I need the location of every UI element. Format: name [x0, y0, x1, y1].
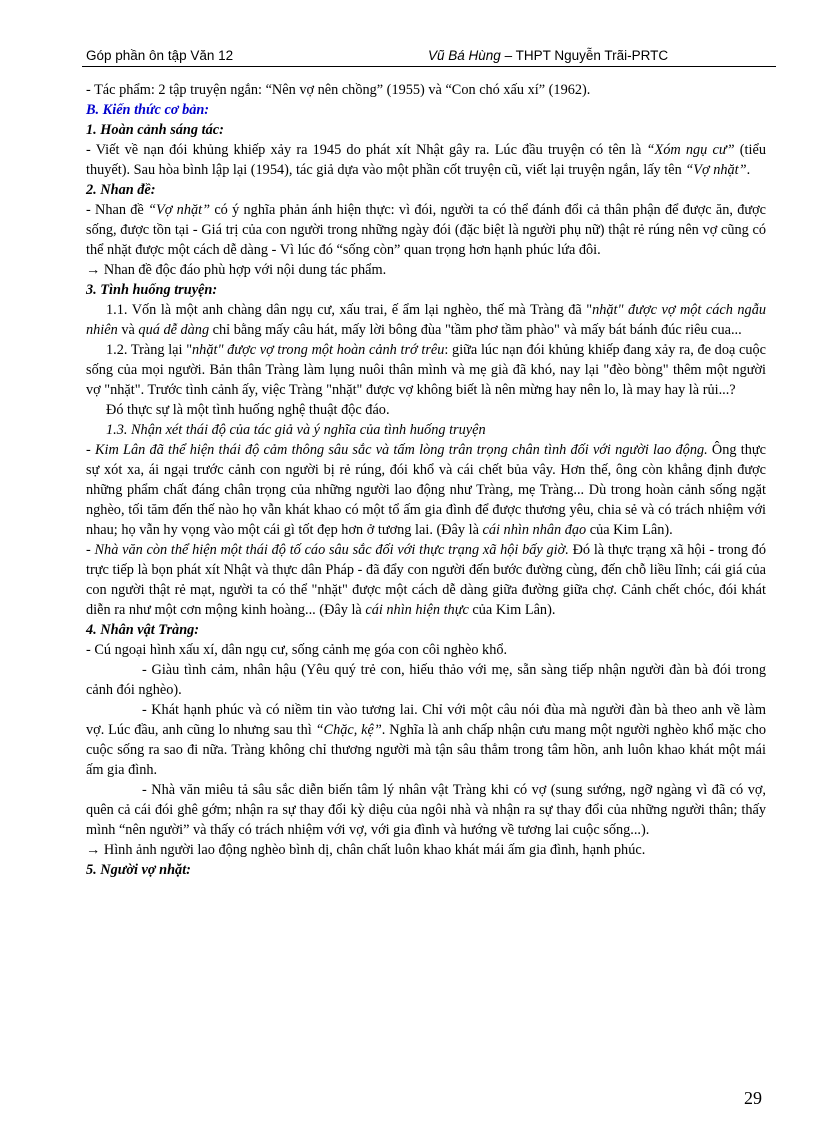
paragraph: Đó thực sự là một tình huống nghệ thuật độc đáo. [106, 402, 390, 418]
heading-tinh-huong: 3. Tình huống truyện: [86, 282, 218, 298]
page-number: 29 [744, 1088, 762, 1108]
paragraph: 1.1. Vốn là một anh chàng dân ngụ cư, xấu trai, ế ẩm lại nghèo, thế mà Tràng đã "nhặt" được vợ một cách ngẫu nhiên và quá dễ dàng chỉ bằng mấy câu hát, mấy lời bông đùa "tầm phơ tầm phào" và mấy bát bánh đúc riêu cua... [86, 302, 767, 338]
paragraph: - Giàu tình cảm, nhân hậu (Yêu quý trẻ con, hiếu thảo với mẹ, sẵn sàng tiếp nhận người đàn bà đói trong cảnh đói nghèo). [86, 662, 766, 698]
paragraph: - Kim Lân đã thể hiện thái độ cảm thông sâu sắc và tấm lòng trân trọng chân tình đối với người lao động. Ông thực sự xót xa, ái ngại trước cảnh con người bị rẻ rúng, đói khổ và cái chết bủa vây. Hơn thế, ông còn khẳng định được những phẩm chất đáng chân trọng của những người lao động như Tràng, mẹ Tràng... Dù trong hoàn cảnh sống ngặt nghèo, tối tăm đến thế nào họ vẫn khát khao có một tổ ấm gia đình để được thương yêu, chia sẻ và có trách nhiệm với nhau; họ vẫn hy vọng vào một cái gì tốt đẹp hơn ở tương lai. (Đây là cái nhìn nhân đạo của Kim Lân). [86, 442, 766, 538]
header-school: THPT Nguyễn Trãi-PRTC [515, 48, 669, 63]
page-header [82, 48, 776, 67]
paragraph: - Nhà văn miêu tả sâu sắc diễn biến tâm lý nhân vật Tràng khi có vợ (sung sướng, ngỡ ngàng vì đã có vợ, quên cả cái đói ghê gớm; nhận ra sự thay đổi kỳ diệu của ngôi nhà và nhận ra sự thay đổi của những người thân; thấy mình “nên người” và thấy có trách nhiệm với vợ, với gia đình và hướng về tương lai cuộc sống...). [86, 782, 766, 838]
heading-nguoi-vo-nhat: 5. Người vợ nhặt: [86, 862, 191, 878]
works-line: - Tác phẩm: 2 tập truyện ngắn: “Nên vợ nên chồng” (1955) và “Con chó xấu xí” (1962). [86, 82, 591, 98]
paragraph: - Cú ngoại hình xấu xí, dân ngụ cư, sống cảnh mẹ góa con côi nghèo khổ. [86, 642, 508, 658]
subheading-nhan-xet: 1.3. Nhận xét thái độ của tác giả và ý nghĩa của tình huống truyện [106, 422, 486, 438]
paragraph: → Nhan đề độc đáo phù hợp với nội dung tác phẩm. [86, 262, 387, 278]
header-author-school [428, 48, 668, 63]
header-doc-title: Góp phần ôn tập Văn 12 [86, 48, 234, 63]
header-separator: – [500, 48, 516, 63]
header-author: Vũ Bá Hùng [428, 48, 501, 63]
paragraph: - Nhà văn còn thể hiện một thái độ tố cáo sâu sắc đối với thực trạng xã hội bấy giờ. Đó là thực trạng xã hội - trong đó trực tiếp là bọn phát xít Nhật và thực dân Pháp - đã đẩy con người đến bước đường cùng, đến chỗ liều lĩnh; cái giá của con người thật rẻ mạt, người ta có thể "nhặt" được một cách dễ dàng giữa đường giữa chợ. Cảnh chết chóc, đói khát diễn ra như một cơn mộng kinh hoàng... (Đây là cái nhìn hiện thực của Kim Lân). [86, 542, 766, 618]
document-body [86, 80, 766, 880]
paragraph: - Nhan đề “Vợ nhặt” có ý nghĩa phản ánh hiện thực: vì đói, người ta có thể đánh đổi cả thân phận để được ăn, được sống, được tồn tại - Giá trị của con người trong những ngày đói (đặc biệt là người phụ nữ) thật rẻ rúng nên vợ cũng có thể nhặt được một cách dễ dàng - Vì lúc đó “sống còn” quan trọng hơn hạnh phúc lứa đôi. [86, 202, 767, 258]
paragraph: 1.2. Tràng lại "nhặt" được vợ trong một hoàn cảnh trớ trêu: giữa lúc nạn đói khủng khiếp đang xảy ra, đe doạ cuộc sống của mọi người. Bản thân Tràng làm lụng nuôi thân mình và mẹ già đã khó, nay lại "đèo bòng" thêm một người vợ "nhặt". Trước tình cảnh ấy, việc Tràng "nhặt" được vợ không biết là nên mừng hay nên lo, là may hay là rủi...? [86, 342, 767, 398]
heading-nhan-vat-trang: 4. Nhân vật Tràng: [86, 622, 200, 638]
heading-hoan-canh: 1. Hoàn cảnh sáng tác: [86, 122, 224, 138]
section-b-heading: B. Kiến thức cơ bản: [86, 102, 210, 118]
paragraph: - Khát hạnh phúc và có niềm tin vào tương lai. Chỉ với một câu nói đùa mà người đàn bà theo anh về làm vợ. Lúc đầu, anh cũng lo nhưng sau thì “Chặc, kệ”. Nghĩa là anh chấp nhận cưu mang một người nghèo khổ mặc cho cuộc sống ra sao đi nữa. Tràng không chỉ thương người mà tận sâu thẳm trong tâm hồn, anh luôn khao khát một mái ấm gia đình. [86, 702, 766, 778]
paragraph: → Hình ảnh người lao động nghèo bình dị, chân chất luôn khao khát mái ấm gia đình, hạnh phúc. [86, 842, 646, 858]
paragraph: - Viết về nạn đói khủng khiếp xảy ra 1945 do phát xít Nhật gây ra. Lúc đầu truyện có tên là “Xóm ngụ cư” (tiểu thuyết). Sau hòa bình lập lại (1954), tác giả dựa vào một phần cốt truyện cũ, viết lại truyện ngắn, lấy tên “Vợ nhặt”. [86, 142, 766, 178]
heading-nhan-de: 2. Nhan đề: [86, 182, 156, 198]
